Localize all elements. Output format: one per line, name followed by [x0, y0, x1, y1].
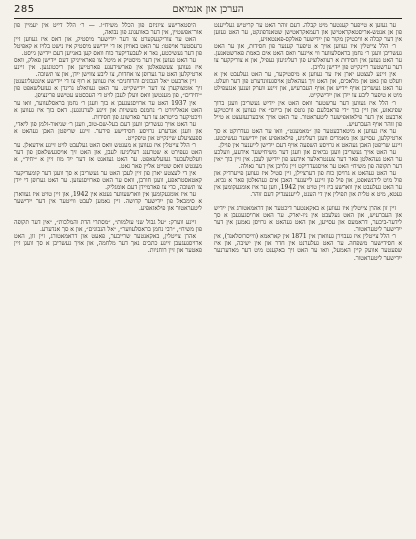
paragraph: היסטארישע ציוניזם פון הכלל משיח״ו. — ר׳ הלל דייט אין יעמיין פון אור־אפשטיין, אין דער באוועגונג פון נבואה,	[14, 22, 202, 37]
paragraph: אהרן צייטלין, באקאנטער שרייבער, פאעט און דראמאטורג, זיין זון, האט ארויסגעגעבן זיינע כתבים נאך דער מלחמה, און אויך געשריבן א סך וועגן זיין פאטער און זיין רוחניות.	[14, 233, 202, 255]
paragraph: ער האט אויך געשריבן וועגן דעם בעל-שם-טוב, וועגן ר׳ שניאור-זלמן פון ליאדי, און וועגן אנדערע גרויסע חסידישע פירער. זיינע שריפטן האבן געהאט א ספעציעלע שיינקייט און טיפקייט.	[14, 120, 202, 142]
paragraph: ר׳ הלל צייטלין איז געווען א מענטש וואס האט געלעבט לויט זיינע אידעאלן. ער האט געפירט א שטרענג רעליגיעז לעבן, און האט זיך אויסגעשלאסן פון דער וועלטלעכער געזעלשאפט. ער האט געזאגט אז דער ייִד מוז זיין א ״יחיד״, א מענטש וואס שטייט אליין פאר גאט.	[14, 141, 202, 170]
paragraph: זיין זון אהרן צייטלין איז געווען א באקאנטער דיכטער און דראמאטורג אין יידיש און העברעיש, און האט געלעבט אין ניו-יארק. ער האט ארויסגעגעבן א סך לידער-ביכער, דראמעס און עסייען, און האט געהאט א גרויסן נאמען אין דער ייִדישער ליטעראטור.	[214, 205, 402, 234]
page-number: 285	[14, 4, 35, 15]
paragraph: ר׳ הלל צייטלין איז געווען אויך א טיפער קענער פון חסידות, און ער האט געשריבן וועגן ר׳ נחמן בראסלעווער ווי איינער וואס האט אים באמת פארשטאנען. ער האט געזען אין חסידות א רעוואלוציע פון רעליגיעזן געפיל, און א צוריקקער צו דער ערשטער ריינקייט פון ייִדישן גלויבן.	[214, 43, 402, 72]
paragraph: זיינע ווערק: ״על גבול שני עולמות״, ״מסתרי הדת והמלכות״, ״אין דער תקופה פון משיח״, ״רבי נחמן בראסלעווער״, ״אל הנבונים״, און א סך אנדערע.	[14, 219, 202, 234]
paragraph: ער האט געזען אין דער מיסטיק א מיטל צו פאראייניקן דעם ייִדישן פאלק, וואס איז געווען צעשפאלטן אין פארשידענע פארטייען און ריכטונגען. אין זיינע ארטיקלען האט ער גערופן צו אחדות, צו ליבע צווישן ייִדן, און צו תשובה.	[14, 57, 202, 79]
paragraph: ער איז געווען א מיטארבעטער פון ״מאמענט״, וואו ער האט געדרוקט א סך ארטיקלען, עסייען און מאמרים וועגן רעליגיע, פילאזאפיע און ייִדישער געשיכטע. זיינע שריפטן האבן געהאט א גרויסע השפעה אויף דעם ייִדישן לייענער אין פוילן.	[214, 127, 402, 149]
paragraph: האט ער צוריקגעקערט צו דער ייִדישער מיסטיק, און דאס איז געווען זיין גרעסטער אויפטו: ער האט באוויזן אז די ייִדישע מיסטיק איז נישט בלויז א קאפיטל פון דער געשיכטע, נאר א לעבעדיקער כוח וואס קען באנייען דעם ייִדישן גייסט.	[14, 36, 202, 58]
paragraph: אין די לעצטע יארן פון זיין לעבן האט ער געשריבן א סך וועגן דער קומעדיקער קאטאסטראפע, וועגן חורבן, וואס ער האט פארויסגעזען. ער האט גערופן די ייִדן צו תשובה, כדי צו פארמיידן דעם אומגליק.	[14, 169, 202, 192]
paragraph: אין 1937 האט ער ארויסגעגעבן א בוך וועגן ר׳ נחמן בראסלעווער, וואו ער האט אנאליזירט ר׳ נחמנס מעשיות און זיינע לערנונגען. דאס בוך איז געווען א וויכטיקער בייטראג צו דער פארשונג פון חסידות.	[14, 99, 202, 121]
paragraph: ער האט געהאט א גרויסן כוח פון דערציילן, זיין סטיל איז געווען פייערדיק און פול מיט לידנשאפט, און פיל פון זיינע לייענער האבן אים געהאלטן פאר א נביא. ער האט געלעבט אין ווארשע ביז זיין טויט אין 1942, ווען ער איז אומגעקומען אין געטא, מיט א טלית און תפילין אין די הענט, לייענענדיק דעם זוהר.	[214, 169, 402, 199]
paragraph: ער האט אויך געשריבן וועגן נביאים און וועגן דער משיחישער אידעע, וועלכע ער האט געהאלטן פאר דער צענטראלער אידעע פון ייִדישן לעבן. אין זיין בוך ״אין דער תקופה פון משיח״ האט ער אויסגעדריקט זיין גלויבן אין דער גאולה.	[214, 148, 402, 170]
running-head: הערכן און אנמיאם	[172, 4, 244, 15]
column-gutter	[207, 22, 208, 532]
paragraph: ר׳ הלל איז געווען דער ערשטער וואס האט אין יידיש געשריבן וועגן ברוך שפינאזע, און זיין בוך ״די פראבלעם פון גוטס און בייזס״ איז געווען א וויכטיקע ארבעט אין דער פילאזאפישער ליטעראטור. ער האט אויך איבערגעזעצט א טייל פון זוהר אויף העברעיש.	[214, 99, 402, 128]
text-column-right	[214, 22, 402, 532]
page-header	[14, 4, 402, 19]
text-column-left	[14, 22, 202, 532]
paragraph: אין זיינע לעצטע יארן איז ער געווען א מיסטיקער, ער האט געלעבט אין א וועלט פון גאט און מלאכים, און האט זיך געהאלטן אויסגעזונדערט פון דער וועלט. ער האט געשריבן אויף יידיש און אויף העברעיש, און זיינע ווערק זענען אנגעפילט מיט א טיפער ליבע צו ייִדן און ייִדישקייט.	[214, 71, 402, 100]
paragraph: ער געזען א טייפער קענטער מיט קבלה. דעם זוהר האט ער קריטיש געלייענט פון אן אנטש-אריסטאקראטישן און דעמאקראטישן שטאנדפונקט, ער האט געזען אין דער קבלה א וויכטיקן מקור פון ייִדישער פאלקס-פאנטאזיע,	[214, 22, 402, 44]
paragraph: זיין ארבעט ״אל הנבונים והרוחנים״ איז געווען א רוף צו די ייִדישע אינטעליגענטן זיך אומצוקערן צו דער ייִדישקייט. ער האט געוואלט גרינדן א געזעלשאפט פון ״יחידים״, פון מענטשן וואס וועלן לעבן לויט די העכסטע עטישע פרינציפן.	[14, 78, 202, 100]
paragraph: ער איז אומגעקומען אין ווארשעווער געטא אין 1942, און זיין טויט איז געווארן א סימבאל פון ייִדישער קדושה. זיין נאמען לעבט ווייטער אין דער ייִדישער ליטעראטור און פילאזאפיע.	[14, 191, 202, 213]
paragraph: ר׳ הלל צייטלין איז געבוירן געווארן אין 1871 אין קאראמא (ווייסרוסלאנד), אין א חסידישער משפחה. ער האט געלערנט אין חדר און אין ישיבה, און איז שפעטער אוועק קיין האמעל, וואו ער האט זיך באקענט מיט דער מאדערנער ייִדישער ליטעראטור.	[214, 233, 402, 262]
